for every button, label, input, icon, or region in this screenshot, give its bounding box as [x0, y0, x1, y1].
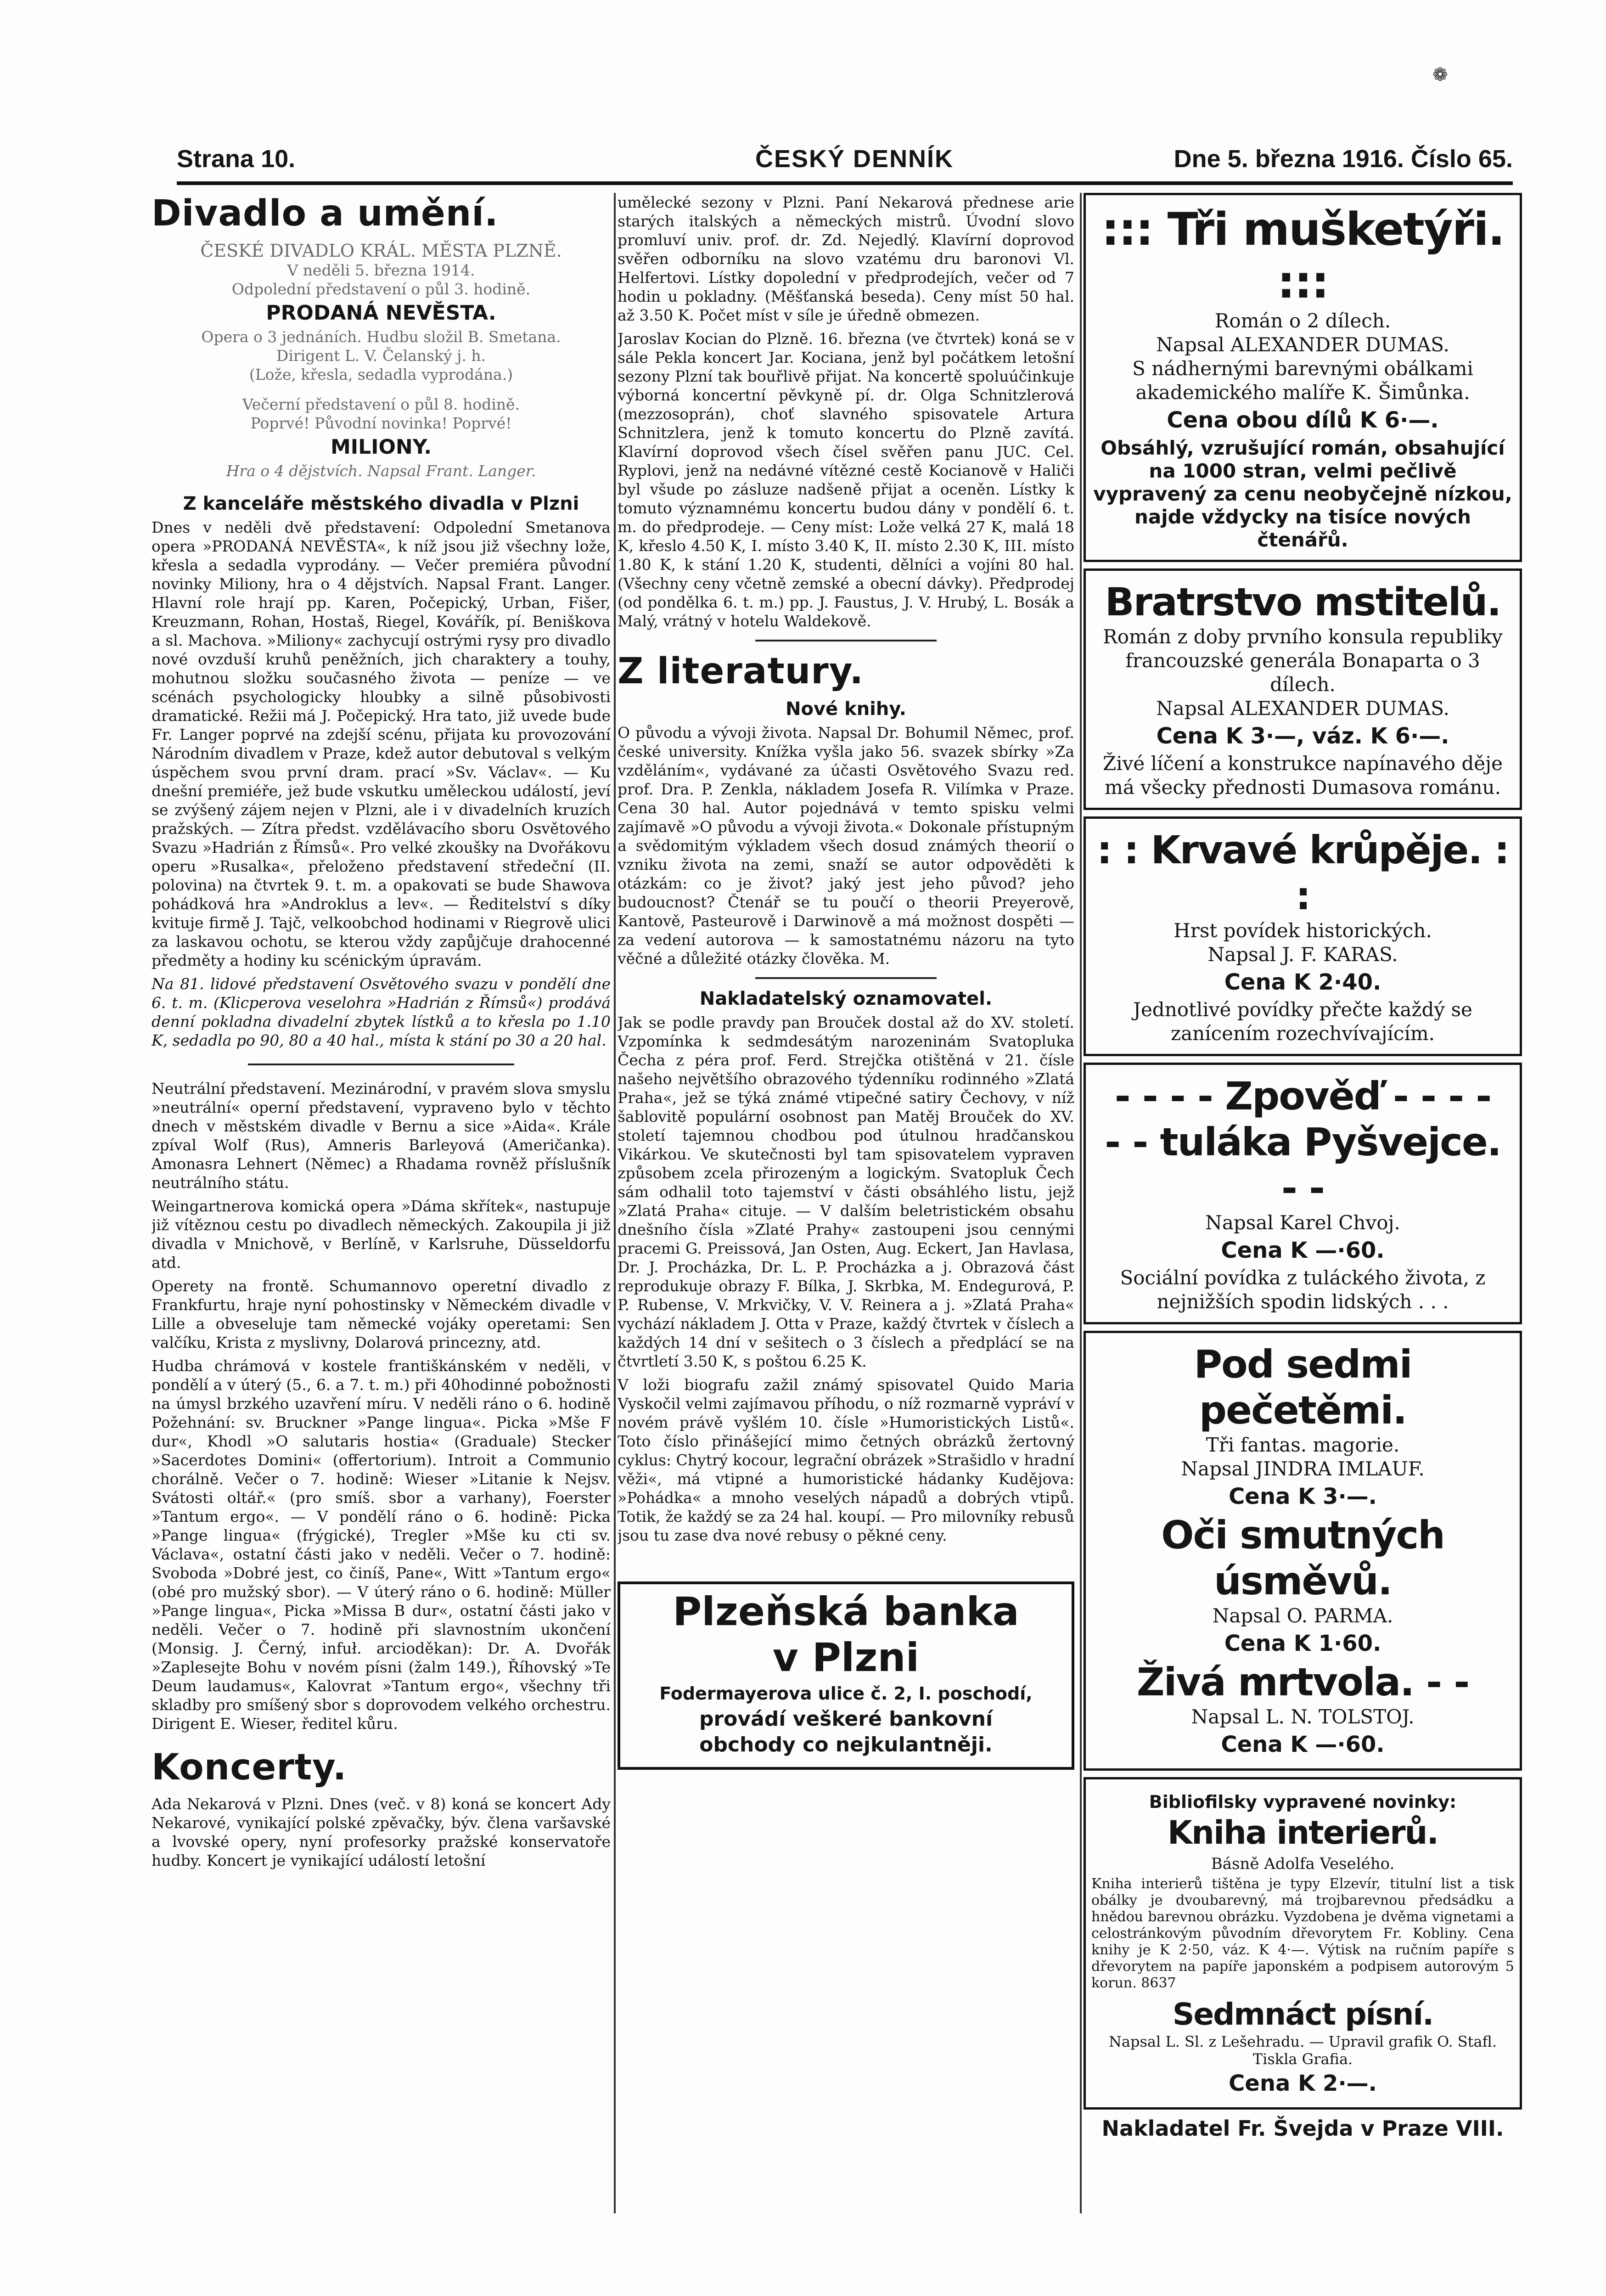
ad-title: : : Krvavé krůpěje. : :	[1096, 827, 1509, 918]
ad-price: Cena K —·60.	[1221, 1238, 1385, 1263]
evening-line: Večerní představení o půl 8. hodině.	[242, 395, 520, 413]
play-title: PRODANÁ NEVĚSTA.	[266, 301, 496, 325]
bank-name: Plzeňská banka	[673, 1589, 1019, 1635]
office-text: Dnes v neděli dvě představení: Odpolední Smetanova opera »PRODANÁ NEVĚSTA«, k níž jsou již všechny lože, křesla a sedadla vyprodány. — Večer premiéra původní novinky Miliony, hra o 4 dějstvích. Napsal Frant. Langer. Hlavní role hrají pp. Karen, Počepický, Urban, Fišer, Kreuzmann, Rohan, Hostaš, Riegel, Kovářík, pí. Beniškova a sl. Machova. »Miliony« zachycují ostrými rysy pro divadlo nové ovzduší kruhů peněžních, jich charaktery a touhy, mohutnou složku současného života — peníze — ve scénách psychologicky hloubky a silně působivosti dramatické. Režii má J. Počepický. Hra tato, již uvede bude Fr. Langer poprvé na zdejší scénu, přijata ku provozování Národním divadlem v Praze, kdež autor debutoval s velkým úspěchem svou první dram. prací »Sv. Václav«. — Ku dnešní premiéře, jež bude vskutku uměleckou událostí, jeví se zvýšený zájem nejen v Plzni, ale i v divadelních kruzích pražských. — Zítra předst. vzdělávacího sboru Osvětového Svazu »Hadrián z Římsů«. Pro velké zkoušky na Dvořákovu operu »Rusalka«, přeloženo představení středeční (II. polovina) na čtvrtek 9. t. m. a opakovati se bude Shawova pohádková hra »Androklus a lev«. — Ředitelství s díky kvituje firmě J. Tajč, velkoobchod hodinami v Riegrově ulici za laskavou ochotu, se kterou vždy zapůjčuje drahocenné předměty a hodiny ku scénickým úpravám.	[152, 518, 611, 969]
advertisement	[1084, 1777, 1522, 2110]
ad-price: Cena K 3·—.	[1229, 1484, 1377, 1509]
ad-description: Živé líčení a konstrukce napínavého děje má všecky přednosti Dumasova románu.	[1103, 752, 1503, 799]
divider	[248, 1064, 514, 1065]
ad-line: Napsal ALEXANDER DUMAS.	[1156, 697, 1449, 720]
bank-line: provádí veškeré bankovní	[699, 1707, 993, 1731]
advertisement	[1084, 193, 1522, 562]
ad-price: Cena K 3·—, váz. K 6·—.	[1156, 723, 1449, 749]
play-title: MILIONY.	[330, 435, 432, 459]
column-3	[1084, 193, 1522, 2223]
ad-line: Napsal Karel Chvoj.	[1205, 1211, 1400, 1234]
date-line: V neděli 5. března 1914.	[287, 261, 475, 279]
ad-line: Tři fantas. magorie.	[1206, 1434, 1400, 1456]
ad-line: S nádhernými barevnými obálkami akademického malíře K. Šimůnka.	[1132, 357, 1473, 404]
book-review: O původu a vývoji života. Napsal Dr. Bohumil Němec, prof. české university. Knížka vyšla jako 56. svazek sbírky »Za vzděláním«, vydávané za účasti Osvětového Svazu red. prof. Dra. P. Zenkla, nákladem Josefa R. Vilímka v Praze. Cena 30 hal. Autor pojednává v temto spisku velmi zajímavě »O původu a vývoji života.« Dokonale přístupným a svědomitým výkladem všech dosud známých theorií o vzniku života na zemi, snaží se autor odpověděti k otázkám: co je život? jaký jest jeho původ? jeho budoucnost? Čtenář se tu poučí o theorii Preyerově, Kantově, Pasteurově i Darwinově a má možnost dospěti — za vedení autorova — k samostatnému názoru na tyto věčné a důležité otázky člověka. M.	[618, 724, 1074, 968]
concert-text: Ada Nekarová v Plzni. Dnes (več. v 8) koná se koncert Ady Nekarové, vynikající polské zpěvačky, býv. člena varšavské a lvovské opery, nyní profesorky pražské konservatoře hudby. Koncert je vynikající událostí letošní	[152, 1795, 611, 1869]
ad-line: Napsal ALEXANDER DUMAS.	[1156, 333, 1449, 356]
play-conductor: Dirigent L. V. Čelanský j. h.	[276, 347, 486, 365]
ad-title: - - tuláka Pyšvejce. - -	[1105, 1120, 1501, 1210]
publisher-note: V loži biografu zažil známý spisovatel Quido Maria Vyskočil velmi zajímavou příhodu, o níž rozmarně vypráví v novém právě vyšlém 10. čísle »Humoristických Listů«. Toto číslo přinášející mimo četných obrázků žertovný cyklus: Chytrý kocour, legrační obrázek »Strašidlo v hradní věži«, má vtipné a humoristické hádanky Kudějova: »Pohádka« a mnoho veselých nápadů a dobrých vtipů. Totik, že každý se za 24 hal. koupí. — Pro milovníky rebusů jsou tu zase dva nové rebusy o pěkné ceny.	[618, 1376, 1074, 1544]
ad-line: Napsal JINDRA IMLAUF.	[1181, 1458, 1425, 1480]
column-1	[152, 193, 611, 2223]
bank-address: Fodermayerova ulice č. 2, I. poschodí,	[659, 1683, 1033, 1704]
subheading: Nové knihy.	[786, 698, 906, 720]
column-2	[618, 193, 1074, 2223]
ad-description: Obsáhlý, vzrušující román, obsahující na 1000 stran, velmi pečlivě vypravený za cenu neobyčejně nízkou, najde vždycky na tisíce nových čtenářů.	[1093, 437, 1512, 551]
ad-price: Cena K 2·40.	[1224, 969, 1381, 995]
ad-description: Sociální povídka z tuláckého života, z nejnižších spodin lidských . . .	[1120, 1266, 1486, 1313]
ad-title: - - - - Zpověď - - - -	[1114, 1074, 1491, 1119]
advertisement	[1084, 1063, 1522, 1324]
ad-line: Hrst povídek historických.	[1174, 919, 1432, 942]
afternoon-line: Odpolední představení o půl 3. hodině.	[231, 280, 531, 298]
publisher-note: Jak se podle pravdy pan Brouček dostal až do XV. století. Vzpomínka k sedmdesátým narozeninám Svatopluka Čecha z péra prof. Ferd. Strejčka otištěná v 21. čísle našeho největšího obrazového týdenníku rodinného »Zlatá Praha«, jež se týká známé vtipečné satiry Čechovy, v níž šablovitě populární osobnost pan Matěj Brouček do XV. století tajemnou chodbou pod útulnou hradčanskou Vikárkou. Ve skutečnosti byl tam spisovatelem vypraven způsobem zcela přirozeným a logickým. Svatopluk Čech sám odhalil toto tajemství v části obsáhlého listu, jejž »Zlatá Praha« cituje. — V dalším beletristickém obsahu dnešního čísla »Zlaté Prahy« zastoupeni jsou cennými pracemi G. Preissová, Jan Osten, Aug. Eckert, Jan Havlasa, Dr. J. Procházka, Dr. L. P. Procházka a j. Obrazová část reprodukuje obrazy F. Bílka, J. Skrbka, M. Endegurová, P. P. Rubense, V. Mrkvičky, V. V. Reinera a j. »Zlatá Praha« vychází nákladem J. Otta v Praze, každý čtvrtek v číslech a každých 14 dní v sešitech o 3 číslech a předplácí se na čtvrtletí 3.50 K, s poštou 6.25 K.	[618, 1013, 1074, 1370]
pin-mark: ❁	[1432, 64, 1448, 85]
theatre-name: ČESKÉ DIVADLO KRÁL. MĚSTA PLZNĚ.	[200, 241, 562, 261]
page-number: Strana 10.	[177, 145, 296, 173]
newspaper-title: ČESKÝ DENNÍK	[755, 145, 954, 173]
ad-line: Napsal J. F. KARAS.	[1207, 943, 1398, 966]
ad-title: Kniha interierů.	[1167, 1814, 1438, 1851]
bank-advertisement	[618, 1581, 1074, 1770]
column-rule	[1080, 193, 1082, 2213]
kocian-note: Jaroslav Kocian do Plzně. 16. března (ve čtvrtek) koná se v sále Pekla koncert Jar. Kociana, jenž byl počátkem letošní sezony Plzní tak bouřlivě přijat. Na koncertě spoluúčinkuje výborná koncertní pěvkyně pí. dr. Olga Schnitzlerová (mezzosoprán), choť slavného spisovatele Artura Schnitzlera, jenž k tomuto koncertu do Plzně zavítá. Klavírní doprovod všech čísel svěřen panu JUC. Cel. Ryplovi, jenž na nedávné vítězné cestě Kocianově v Haliči byl všude po zásluze nadšeně přijat a oceněn. Lístky k tomuto významnému koncertu budou dány v pondělí 6. t. m. do předprodeje. — Ceny míst: Lože velká 27 K, malá 18 K, křeslo 4.50 K, I. místo 3.40 K, II. místo 2.30 K, III. místo 1.80 K, k stání 1.20 K, studenti, dělníci a vojíni 80 hal. (Všechny ceny včetně zemské a obecní dávky). Předprodej (od pondělka 6. t. m.) pp. J. Faustus, J. V. Hrubý, L. Bosák a Malý, vrátný v hotelu Waldekově.	[618, 330, 1074, 630]
ad-line: Román o 2 dílech.	[1214, 310, 1391, 332]
ad-price: Cena K 2·—.	[1229, 2071, 1377, 2096]
ad-title: Pod sedmi pečetěmi.	[1194, 1342, 1412, 1433]
section-title: Divadlo a umění.	[152, 193, 499, 234]
sold-out-note: (Lože, křesla, sedadla vyprodána.)	[249, 366, 513, 383]
advertisement	[1084, 1331, 1522, 1771]
advertisement	[1084, 568, 1522, 810]
ad-price: Cena obou dílů K 6·—.	[1167, 407, 1439, 433]
section-title: Koncerty.	[152, 1747, 347, 1788]
hudba-note: Hudba chrámová v kostele františkánském v neděli, v pondělí a v úterý (5., 6. a 7. t. m.) při 40hodinné pobožnosti na úmysl brzkého uzavření míru. V neděli ráno o 6. hodině Požehnání: sv. Bruckner »Pange lingua«. Picka »Mše F dur«, Khodl »O salutaris hostia« (Graduale) Stecker »Sacerdotes Domini« (offertorium). Introit a Communio chorálně. Večer o 7. hodině: Wieser »Litanie k Nejsv. Svátosti oltář.« (pro smíš. sbor a varhany), Foerster »Tantum ergo«. — V pondělí ráno o 6. hodině: Picka »Pange lingua« (frýgické), Tregler »Mše ku cti sv. Václava«, ostatní části jako v neděli. Večer o 7. hodině: Svoboda »Dobré jest, co činíš, Pane«, Witt »Tantum ergo« (obé pro mužský sbor). — V úterý ráno o 6. hodině: Müller »Pange lingua«, Picka »Missa B dur«, ostatní části jako v neděli. Večer o 7. hodině při slavnostním ukončení (Monsig. J. Černý, infuł. arcioděkan): Dr. A. Dvořák »Zaplesejte Bohu v novém písni (žalm 149.), Říhovský »Te Deum laudamus«, Kalovrat »Tantum ergo«, všechny tři skladby pro smíšený sbor s doprovodem velkého orchestru. Dirigent E. Wieser, ředitel kůru.	[152, 1357, 611, 1733]
premiere-line: Poprvé! Původní novinka! Poprvé!	[250, 414, 512, 432]
section-title: Z literatury.	[618, 651, 864, 692]
office-heading: Z kanceláře městského divadla v Plzni	[183, 493, 579, 514]
subheading: Nakladatelský oznamovatel.	[699, 988, 993, 1009]
ad-title: ::: Tři mušketýři. :::	[1101, 203, 1504, 309]
bank-city: v Plzni	[772, 1635, 920, 1681]
ad-line: Román z doby prvního konsula republiky francouzské generála Bonaparta o 3 dílech.	[1103, 625, 1503, 696]
ad-title: Bratrstvo mstitelů.	[1105, 580, 1501, 625]
divider	[755, 977, 937, 979]
ad-title: Sedmnáct písní.	[1172, 1997, 1433, 2032]
ad-line: Napsal O. PARMA.	[1212, 1604, 1393, 1627]
ad-description: Kniha interierů tištěna je typy Elzevír, titulní list a tisk obálky je dvoubarevný, má trojbarevnou předsádku a hnědou barevnou obrázku. Vyzdobena je dvěma vignetami a celostránkovým původním dřevorytem Fr. Kobliny. Cena knihy je K 2·50, váz. K 4·—. Výtisk na ručním papíře s dřevorytem na papíře japonském a podpisem autorovým 5 korun. 8637	[1091, 1876, 1514, 1991]
ad-line: Bibliofilsky vypravené novinky:	[1149, 1792, 1457, 1812]
column-rule	[614, 193, 616, 2213]
weingartner-note: Weingartnerova komická opera »Dáma skřítek«, nastupuje již vítěznou cestu po divadlech německých. Zakoupila ji již divadla v Mnichově, v Berlíně, v Karlsruhe, Düsseldorfu atd.	[152, 1197, 611, 1272]
ad-line: Básně Adolfa Veselého.	[1211, 1855, 1395, 1873]
divider	[755, 640, 937, 642]
osvetovy-note: Na 81. lidové představení Osvětového svazu v pondělí dne 6. t. m. (Klicperova veselohra »Hadrián z Římsů«) prodává denní pokladna divadelní zbytek lístků a to křesla po 1.10 K, sedadla po 90, 80 a 40 hal., místa k stání po 30 a 20 hal.	[152, 975, 611, 1049]
play-info: Opera o 3 jednáních. Hudbu složil B. Smetana.	[201, 328, 561, 346]
bank-line: obchody co nejkulantněji.	[699, 1733, 993, 1756]
operety-note: Operety na frontě. Schumannovo operetní divadlo z Frankfurtu, hraje nyní pohostinsky v Německém divadle v Lille a obveseluje tam německé vojáky operetami: Sen valčíku, Krista z myslivny, Dolarová princezny, atd.	[152, 1277, 611, 1351]
ad-title: Živá mrtvola. - -	[1136, 1660, 1469, 1705]
neutral-note: Neutrální představení. Mezinárodní, v pravém slova smyslu »neutrální« operní představení, vypraveno bylo v těchto dnech v městském divadle v Bernu a sice »Aida«. Krále zpíval Wolf (Rus), Amneris Barleyová (Američanka). Amonasra Lehnert (Němec) a Rhadama rovněž příslušník neutrálního státu.	[152, 1080, 611, 1192]
play-info: Hra o 4 dějstvích. Napsal Frant. Langer.	[226, 462, 536, 480]
concert-continued: umělecké sezony v Plzni. Paní Nekarová přednese arie starých italských a německých mistrů. Úvodní slovo promluví univ. prof. dr. Zd. Nejedlý. Klavírní doprovod svěřen odborníku na slovo vzatému dru baronovi Vl. Helfertovi. Lístky dopolední v předprodejích, večer od 7 hodin u pokladny. (Měšťanská beseda). Ceny míst 50 hal. až 3.50 K. Počet míst v síle je úředně obmezen.	[618, 193, 1074, 324]
ad-line: Napsal L. N. TOLSTOJ.	[1191, 1705, 1415, 1728]
issue-date: Dne 5. března 1916. Číslo 65.	[1174, 145, 1513, 173]
publisher-footer: Nakladatel Fr. Švejda v Praze VIII.	[1101, 2116, 1504, 2141]
advertisement	[1084, 816, 1522, 1056]
ad-price: Cena K —·60.	[1221, 1732, 1385, 1757]
ad-description: Jednotlivé povídky přečte každý se zanícením rozechvívajícím.	[1133, 998, 1472, 1045]
ad-line: Napsal L. Sl. z Lešehradu. — Upravil grafik O. Stafl. Tiskla Grafia.	[1108, 2033, 1497, 2068]
ad-title: Oči smutných úsměvů.	[1161, 1513, 1444, 1604]
ad-price: Cena K 1·60.	[1224, 1631, 1381, 1656]
page-header	[177, 140, 1513, 185]
